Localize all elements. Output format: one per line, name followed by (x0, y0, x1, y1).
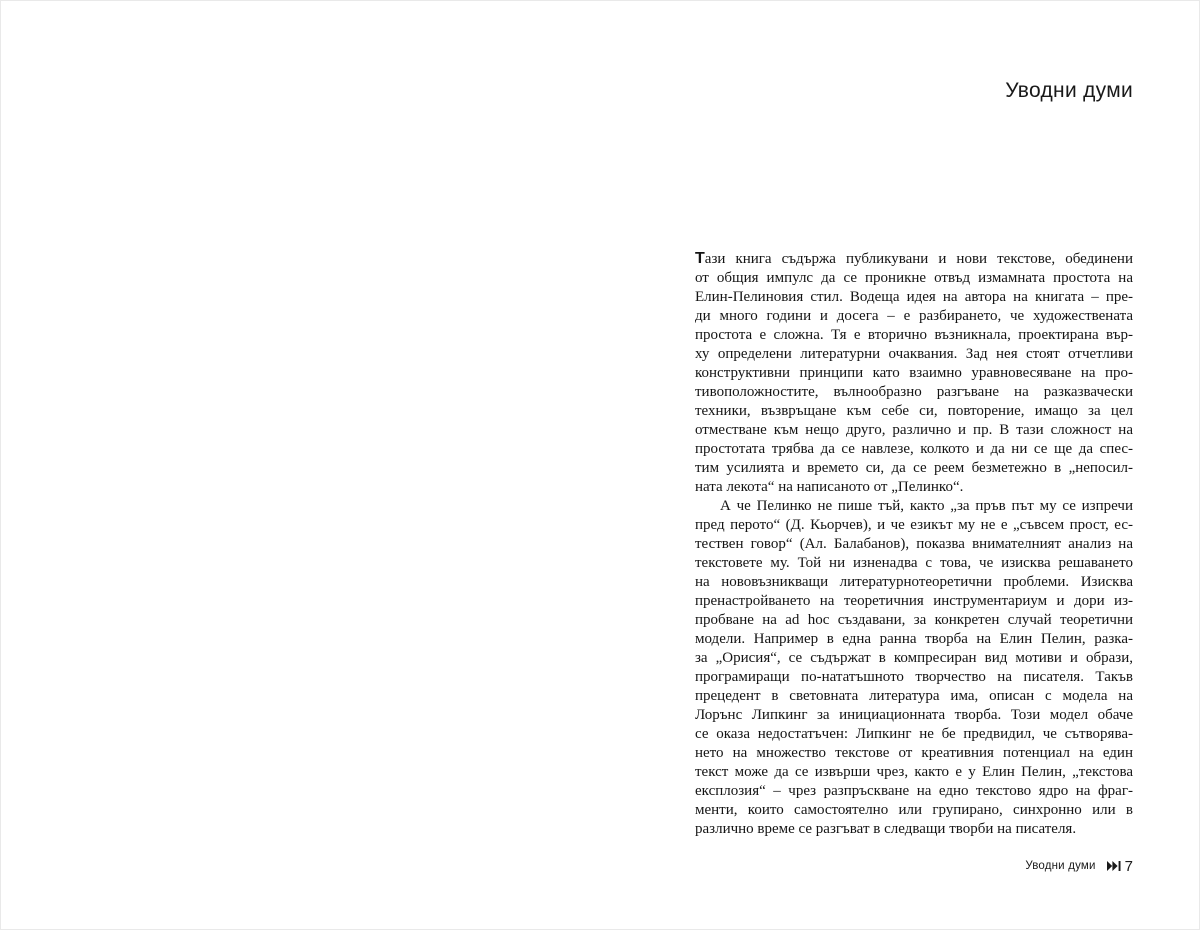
paragraph (695, 249, 1133, 497)
text-line: за „Орисия“, се съдържат в компресиран вид мотиви и образи, (695, 650, 1133, 666)
text-line: Елин-Пелиновия стил. Водеща идея на автора на книгата – пре- (695, 289, 1133, 305)
text-line: тивоположностите, вълнообразно разгъване на разказвачески (695, 384, 1133, 400)
text-line: тим усилията и времето си, да се реем безметежно в „непосил- (695, 460, 1133, 476)
text-line: тествен говор“ (Ал. Балабанов), показва внимателният анализ на (695, 536, 1133, 552)
paragraph (695, 497, 1133, 839)
page-number: 7 (1124, 857, 1133, 875)
text-line: пробване на ad hoc създавани, за конкретен случай теоретични (695, 612, 1133, 628)
body-text (695, 249, 1133, 839)
text-line: програмиращи по-нататъшното творчество на писателя. Такъв (695, 669, 1133, 685)
text-line: модели. Например в една ранна творба на Елин Пелин, разка- (695, 631, 1133, 647)
text-line: прецедент в световната литература има, описан с модела на (695, 688, 1133, 704)
text-line: А че Пелинко не пише тъй, както „за пръв път му се изпречи (720, 498, 1133, 514)
text-line: техники, възвръщане към себе си, повторение, имащо за цел (695, 403, 1133, 419)
text-line: пренастройването на теоретичния инструментариум и дори из- (695, 593, 1133, 609)
text-line: Лорънс Липкинг за инициационната творба. Този модел обаче (695, 707, 1133, 723)
text-line: простотата трябва да се навлезе, колкото и да ни се ще да спес- (695, 441, 1133, 457)
text-line: текст може да се извърши чрез, както е у Елин Пелин, „текстова (695, 764, 1133, 780)
text-line: на нововъзникващи литературнотеоретични проблеми. Изисква (695, 574, 1133, 590)
text-line: ху определени литературни очаквания. Зад нея стоят отчетливи (695, 346, 1133, 362)
text-line: пред перото“ (Д. Кьорчев), и че езикът му не е „съвсем прост, ес- (695, 517, 1133, 533)
skip-forward-icon (1107, 861, 1121, 871)
text-line: се оказа недостатъчен: Липкинг не бе предвидил, че сътворява- (695, 726, 1133, 742)
text-line: експлозия“ – чрез разпръскване на едно текстово ядро на фраг- (695, 783, 1133, 799)
text-line: отместване към нещо друго, различно и пр. В тази сложност на (695, 422, 1133, 438)
text-line: простота е сложна. Тя е вторично възникнала, проектирана вър- (695, 327, 1133, 343)
text-line: текстовете му. Той ни изненадва с това, че изисква решаването (695, 555, 1133, 571)
text-line: нето на множество текстове от креативния потенциал на един (695, 745, 1133, 761)
text-line: Тази книга съдържа публикувани и нови текстове, обединени (695, 250, 1133, 267)
text-line: менти, които самостоятелно или групирано, синхронно или в (695, 802, 1133, 818)
text-line: конструктивни принципи като взаимно уравновесяване на про- (695, 365, 1133, 381)
text-line: от общия импулс да се проникне отвъд измамната простота на (695, 270, 1133, 286)
chapter-title: Уводни думи (1005, 79, 1133, 102)
text-line: ди много години и досега – е разбирането, че художествената (695, 308, 1133, 324)
page-footer (695, 856, 1133, 876)
running-title: Уводни думи (1025, 860, 1096, 872)
text-line: ната лекота“ на написаното от „Пелинко“. (695, 479, 964, 495)
text-line: различно време се разгъват в следващи творби на писателя. (695, 821, 1077, 837)
